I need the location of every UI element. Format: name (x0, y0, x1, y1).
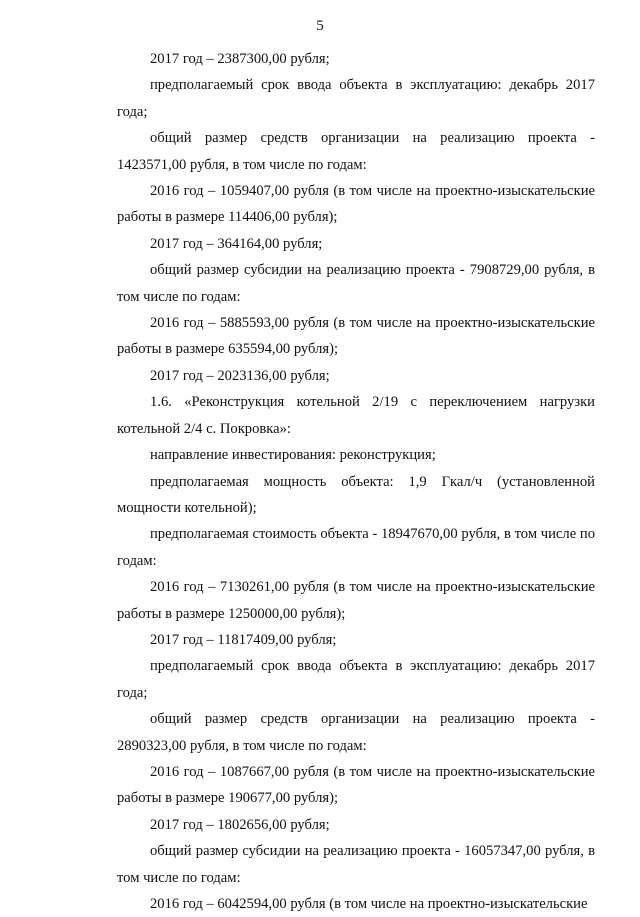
paragraph: предполагаемая стоимость объекта - 18947670,00 рубля, в том числе по годам: (117, 526, 595, 569)
paragraph: 2017 год – 2387300,00 рубля; (150, 51, 330, 67)
paragraph: 2017 год – 364164,00 рубля; (150, 235, 323, 252)
paragraph: предполагаемая мощность объекта: 1,9 Гкал/ч (установленной мощности котельной); (117, 473, 595, 516)
paragraph: предполагаемый срок ввода объекта в эксплуатацию: декабрь 2017 года; (117, 658, 595, 701)
paragraph: общий размер средств организации на реализацию проекта - 2890323,00 рубля, в том числе по годам: (117, 711, 595, 754)
paragraph: общий размер субсидии на реализацию проекта - 7908729,00 рубля, в том числе по годам: (117, 262, 595, 305)
paragraph: 2016 год – 5885593,00 рубля (в том числе на проектно-изыскательские работы в размере 635594,00 рубля); (117, 315, 595, 358)
paragraph: 2017 год – 1802656,00 рубля; (150, 816, 330, 833)
paragraph: 2016 год – 1087667,00 рубля (в том числе на проектно-изыскательские работы в размере 190677,00 рубля); (117, 763, 595, 807)
paragraph: 2016 год – 6042594,00 рубля (в том числе на проектно-изыскательские (150, 896, 588, 912)
paragraph: 2016 год – 1059407,00 рубля (в том числе на проектно-изыскательские работы в размере 114406,00 рубля); (117, 183, 595, 226)
document-body (117, 46, 595, 917)
section-heading: 1.6. «Реконструкция котельной 2/19 с переключением нагрузки котельной 2/4 с. Покровка»: (117, 394, 595, 437)
paragraph: предполагаемый срок ввода объекта в эксплуатацию: декабрь 2017 года; (117, 77, 595, 120)
page-number: 5 (316, 18, 324, 34)
paragraph: общий размер субсидии на реализацию проекта - 16057347,00 рубля, в том числе по годам: (117, 843, 595, 886)
paragraph: направление инвестирования: реконструкция; (150, 447, 436, 464)
paragraph: 2017 год – 2023136,00 рубля; (150, 367, 330, 384)
paragraph: 2017 год – 11817409,00 рубля; (150, 631, 337, 648)
paragraph: 2016 год – 7130261,00 рубля (в том числе на проектно-изыскательские работы в размере 1250000,00 рубля); (117, 579, 595, 622)
paragraph: общий размер средств организации на реализацию проекта - 1423571,00 рубля, в том числе по годам: (117, 130, 595, 173)
